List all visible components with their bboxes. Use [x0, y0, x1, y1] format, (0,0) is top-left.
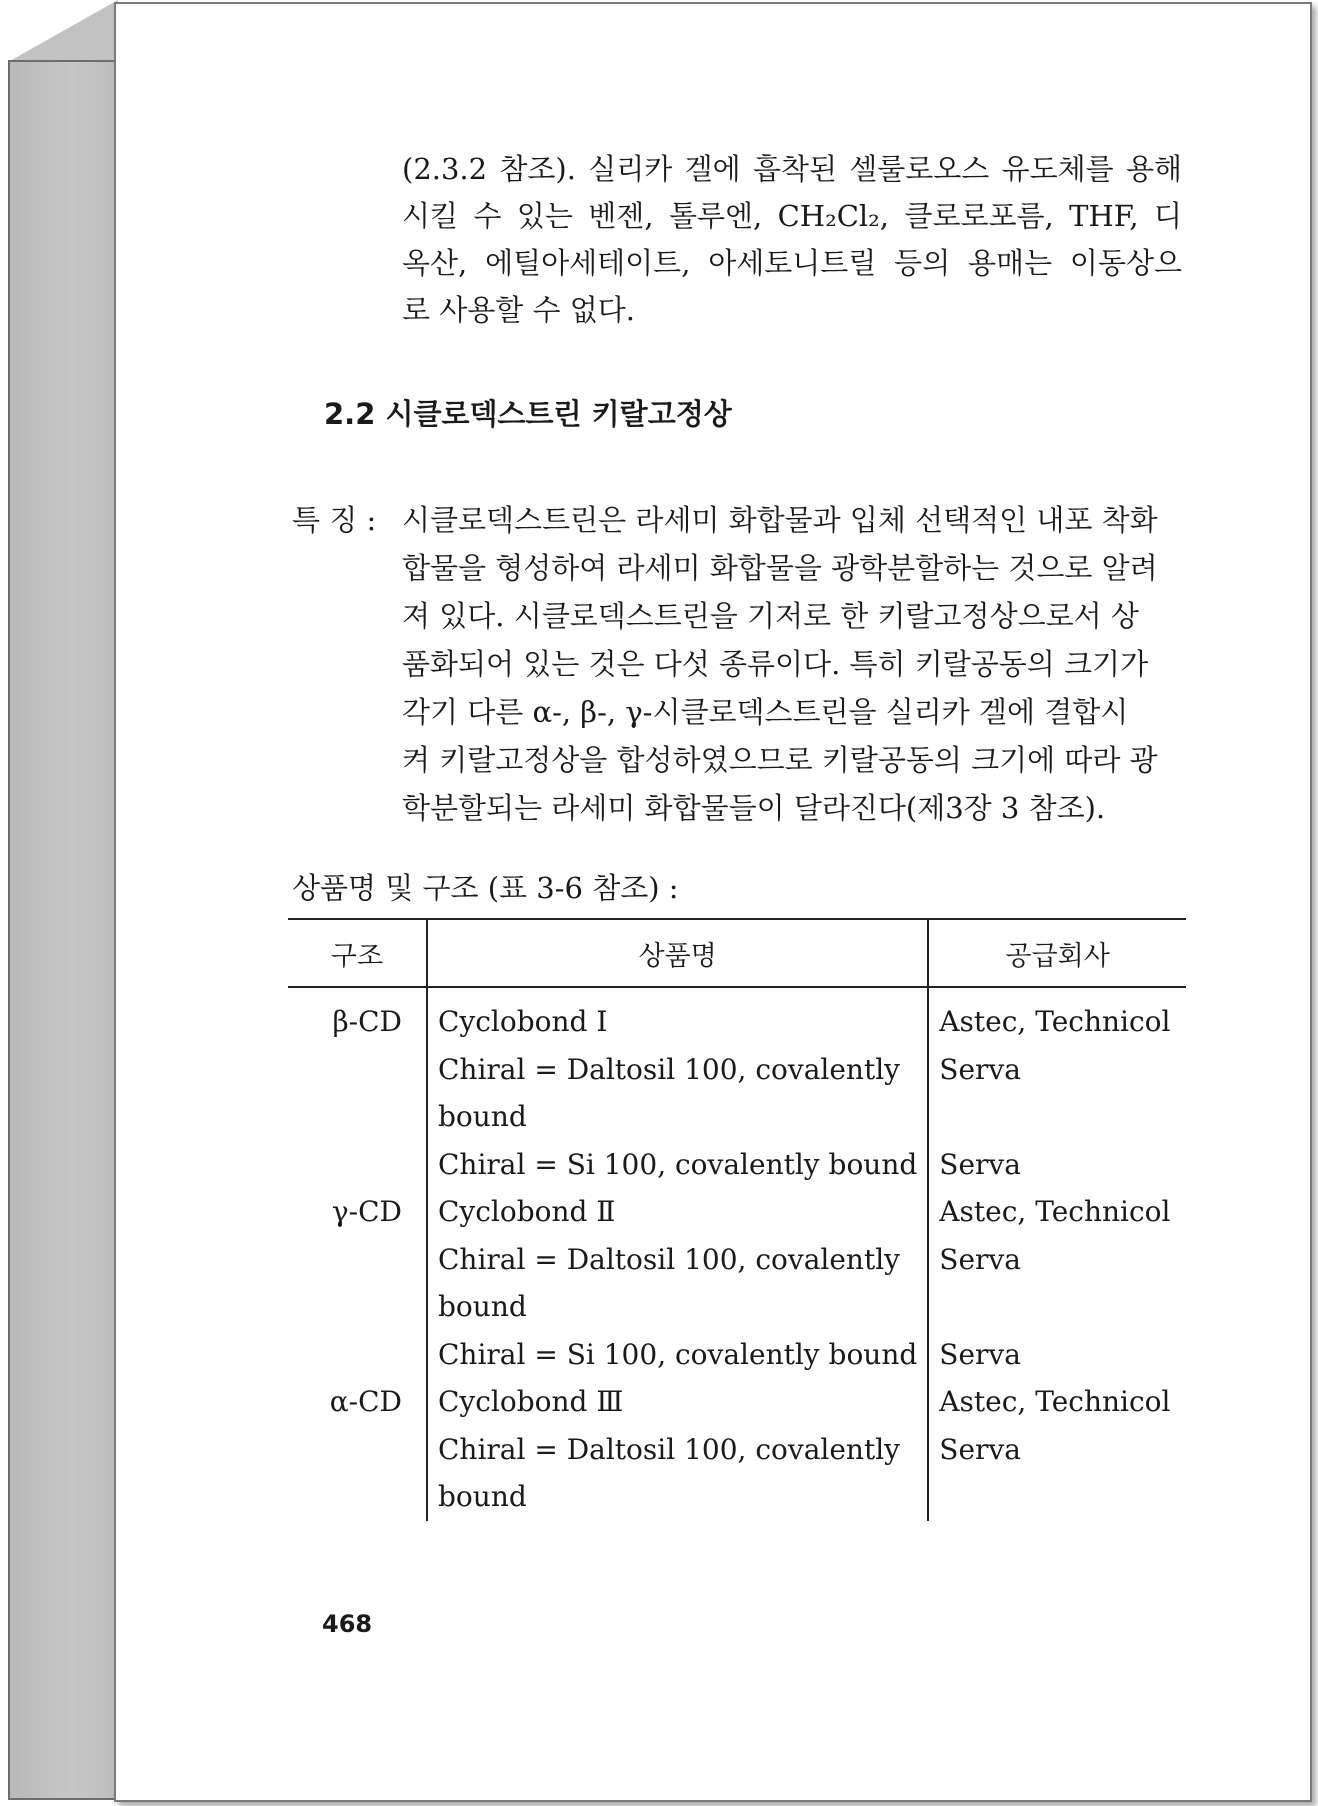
feature-line: 시클로덱스트린은 라세미 화합물과 입체 선택적인 내포 착화	[402, 503, 1158, 537]
cell-supplier: Astec, Technicol	[928, 1188, 1186, 1236]
cell-structure	[288, 1283, 427, 1331]
products-table	[288, 918, 1186, 1521]
table-row	[288, 1093, 1186, 1141]
table-row	[288, 1473, 1186, 1521]
cell-supplier: Astec, Technicol	[928, 1378, 1186, 1426]
feature-paragraph	[292, 496, 1184, 832]
paragraph-line: 옥산, 에틸아세테이트, 아세토니트릴 등의 용매는 이동상으	[402, 246, 1182, 280]
feature-label: 특 징 :	[292, 503, 377, 537]
cell-product-name: Chiral = Daltosil 100, covalently	[427, 1426, 928, 1474]
table-row	[288, 1426, 1186, 1474]
feature-line: 합물을 형성하여 라세미 화합물을 광학분할하는 것으로 알려	[402, 551, 1158, 585]
header-product-name: 상품명	[427, 919, 928, 987]
table-row	[288, 1141, 1186, 1189]
cell-supplier: Serva	[928, 1331, 1186, 1379]
table-row	[288, 1378, 1186, 1426]
section-heading: 2.2 시클로덱스트린 키랄고정상	[324, 397, 732, 431]
table-row	[288, 1236, 1186, 1284]
cell-structure: γ-CD	[331, 1195, 402, 1229]
paragraph-line: 시킬 수 있는 벤젠, 톨루엔, CH₂Cl₂, 클로로포름, THF, 디	[402, 199, 1182, 233]
cell-structure	[288, 1093, 427, 1141]
cell-structure	[288, 1473, 427, 1521]
table-row	[288, 1046, 1186, 1094]
feature-line: 져 있다. 시클로덱스트린을 기저로 한 키랄고정상으로서 상	[402, 599, 1139, 633]
feature-line: 품화되어 있는 것은 다섯 종류이다. 특히 키랄공동의 크기가	[402, 647, 1149, 681]
book-top-edge	[8, 0, 118, 62]
cell-supplier: Astec, Technicol	[928, 987, 1186, 1046]
header-structure: 구조	[288, 919, 427, 987]
cell-supplier: Serva	[928, 1141, 1186, 1189]
table-row	[288, 1188, 1186, 1236]
header-supplier: 공급회사	[928, 919, 1186, 987]
cell-product-name: Chiral = Si 100, covalently bound	[427, 1141, 928, 1189]
cell-structure: α-CD	[329, 1385, 402, 1419]
page-number: 468	[322, 1610, 373, 1638]
cell-product-name: Cyclobond Ⅱ	[427, 1188, 928, 1236]
cell-product-name: bound	[427, 1473, 928, 1521]
cell-product-name: Chiral = Si 100, covalently bound	[427, 1331, 928, 1379]
cell-supplier	[928, 1473, 1186, 1521]
continuation-paragraph	[402, 146, 1182, 334]
cell-structure	[288, 1141, 427, 1189]
book-spine	[8, 60, 116, 1800]
cell-structure: β-CD	[332, 1005, 402, 1039]
cell-supplier: Serva	[928, 1426, 1186, 1474]
paragraph-line: 로 사용할 수 없다.	[402, 293, 635, 327]
cell-supplier: Serva	[928, 1236, 1186, 1284]
products-intro: 상품명 및 구조 (표 3-6 참조) :	[292, 871, 679, 905]
table-row	[288, 1331, 1186, 1379]
feature-line: 각기 다른 α-, β-, γ-시클로덱스트린을 실리카 겔에 결합시	[402, 695, 1129, 729]
paragraph-line: (2.3.2 참조). 실리카 겔에 흡착된 셀룰로오스 유도체를 용해	[402, 152, 1182, 186]
cell-supplier	[928, 1283, 1186, 1331]
cell-structure	[288, 1426, 427, 1474]
cell-product-name: Chiral = Daltosil 100, covalently	[427, 1046, 928, 1094]
cell-supplier	[928, 1093, 1186, 1141]
cell-product-name: Cyclobond Ⅲ	[427, 1378, 928, 1426]
table-row	[288, 1283, 1186, 1331]
table-header-row	[288, 919, 1186, 987]
cell-product-name: bound	[427, 1283, 928, 1331]
cell-structure	[288, 1331, 427, 1379]
feature-line: 켜 키랄고정상을 합성하였으므로 키랄공동의 크기에 따라 광	[402, 743, 1158, 777]
cell-product-name: bound	[427, 1093, 928, 1141]
cell-product-name: Chiral = Daltosil 100, covalently	[427, 1236, 928, 1284]
cell-structure	[288, 1046, 427, 1094]
table-row	[288, 987, 1186, 1046]
feature-line: 학분할되는 라세미 화합물들이 달라진다(제3장 3 참조).	[402, 791, 1106, 825]
cell-supplier: Serva	[928, 1046, 1186, 1094]
cell-structure	[288, 1236, 427, 1284]
cell-product-name: Cyclobond Ⅰ	[427, 987, 928, 1046]
